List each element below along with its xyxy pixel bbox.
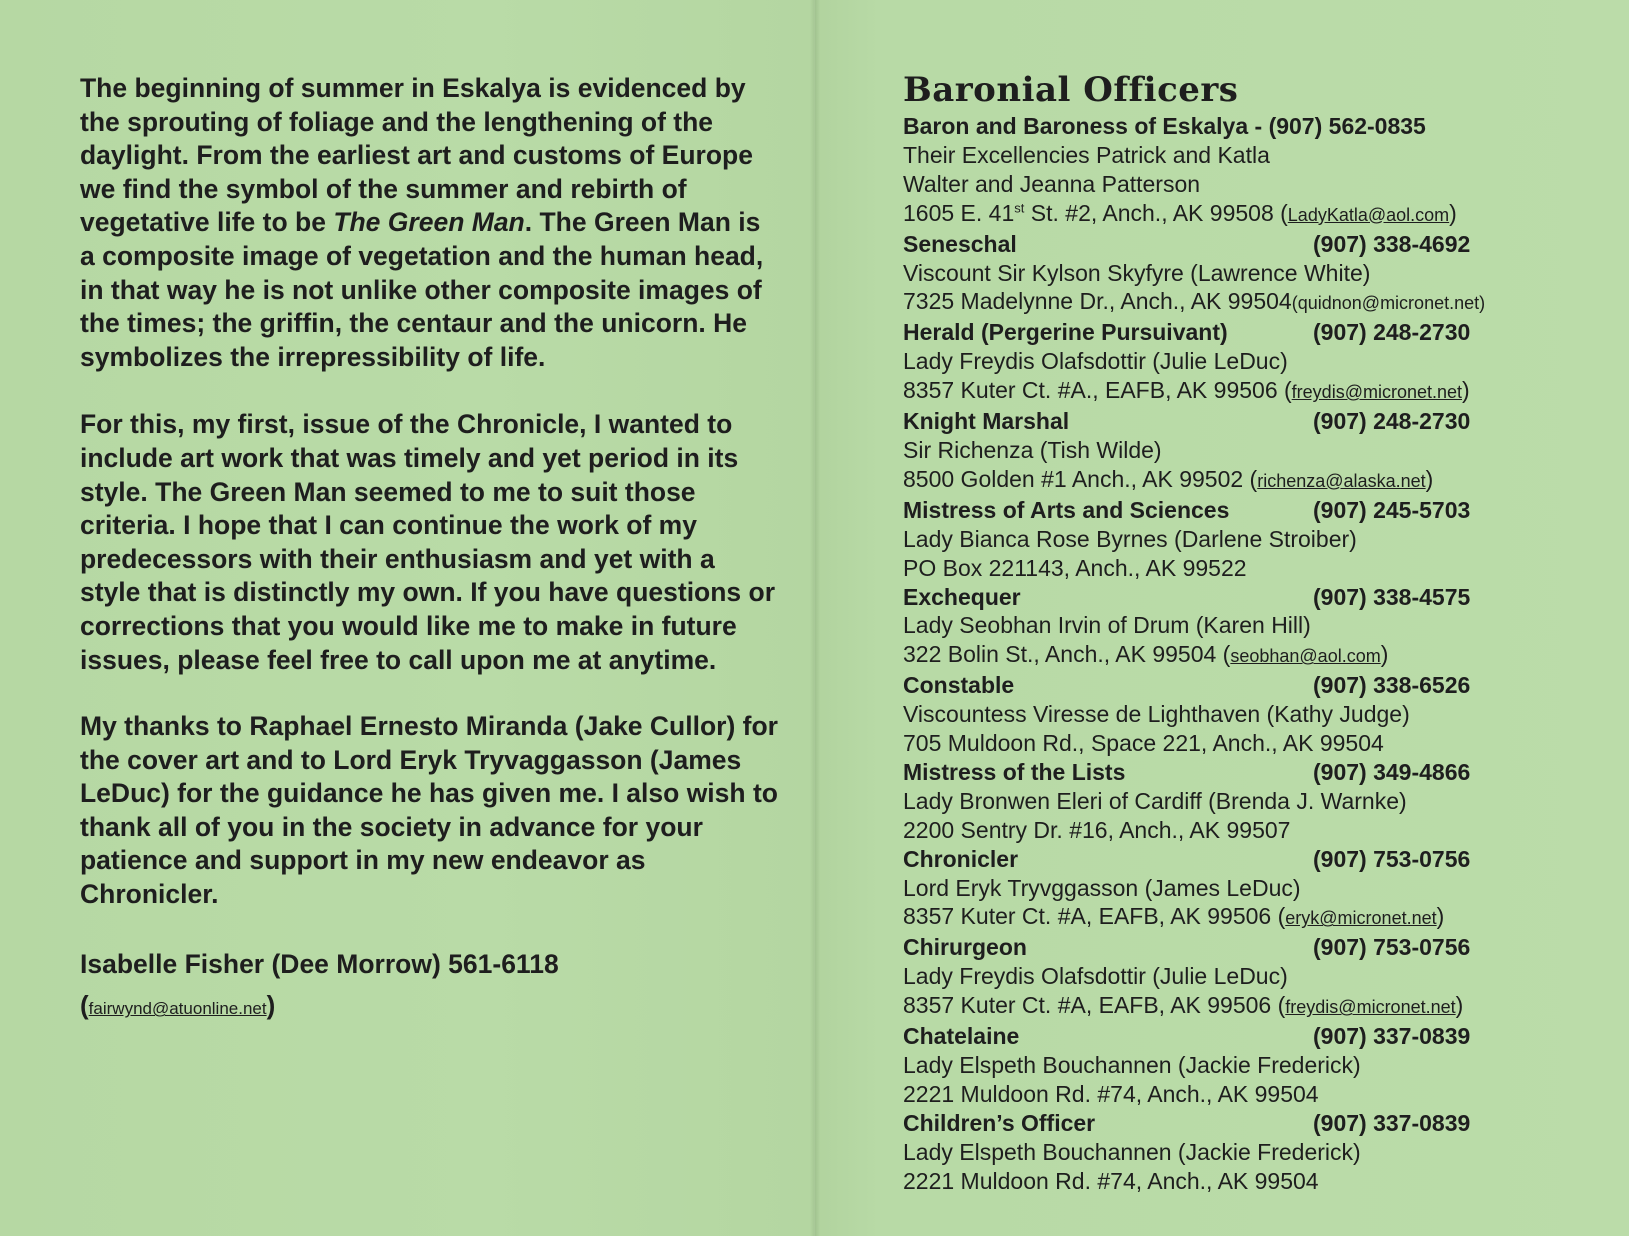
office-phone: (907) 248-2730 — [1313, 319, 1471, 346]
officer-address: 2200 Sentry Dr. #16, Anch., AK 99507 — [903, 816, 1291, 843]
ordinal-suffix: st — [1014, 200, 1025, 216]
officer-title — [903, 230, 1583, 259]
paragraph-text: The beginning of summer in Eskalya is evidenced by the sprouting of foliage and the lengthening of the daylight. From the earliest art and customs of Europe we find the symbol of the summer and rebirth of vegetative life to be — [80, 73, 753, 238]
paren: ) — [1455, 992, 1464, 1019]
officer-title — [903, 112, 1583, 141]
address-text: St. #2, Anch., AK 99508 ( — [1024, 199, 1288, 226]
officer-address: 2221 Muldoon Rd. #74, Anch., AK 99504 — [903, 1167, 1319, 1194]
officers-list — [903, 70, 1583, 1196]
email-link[interactable]: freydis@micronet.net — [1291, 382, 1463, 403]
office-phone: (907) 338-6526 — [1313, 672, 1471, 699]
officer-address — [903, 199, 1583, 230]
officer-title — [903, 583, 1583, 612]
address-text: 8500 Golden #1 Anch., AK 99502 ( — [903, 465, 1258, 492]
officer-title — [903, 407, 1583, 436]
officer-title — [903, 845, 1583, 874]
officer-name: Lady Freydis Olafsdottir (Julie LeDuc) — [903, 348, 1288, 375]
officer-address — [903, 287, 1583, 318]
officer-name: Lady Bronwen Eleri of Cardiff (Brenda J. Warnke) — [903, 787, 1407, 814]
officer-address — [903, 376, 1583, 407]
office-title: Children’s Officer — [903, 1109, 1096, 1136]
page-fold — [810, 0, 820, 1236]
paragraph-text: . The Green Man is a composite image of vegetation and the human head, in that way he is not unlike other composite images of the times; the griffin, the centaur and the unicorn. He symbolizes the irrepressibility of life. — [80, 207, 764, 372]
office-phone: (907) 338-4575 — [1313, 583, 1471, 610]
address-text: 8357 Kuter Ct. #A, EAFB, AK 99506 ( — [903, 903, 1286, 930]
office-title: Mistress of Arts and Sciences — [903, 496, 1230, 523]
paragraph-green-man — [80, 72, 780, 374]
officer-address — [903, 640, 1583, 671]
email-link[interactable]: (quidnon@micronet.net) — [1291, 293, 1486, 314]
officer-address: 2221 Muldoon Rd. #74, Anch., AK 99504 — [903, 1080, 1319, 1107]
email-link[interactable]: fairwynd@atuonline.net — [88, 999, 267, 1019]
officer-title — [903, 671, 1583, 700]
office-phone: (907) 338-4692 — [1313, 230, 1471, 257]
email-link[interactable]: freydis@micronet.net — [1285, 997, 1456, 1018]
office-title: Chirurgeon — [903, 934, 1027, 961]
officer-title — [903, 758, 1583, 787]
address-text: 7325 Madelynne Dr., Anch., AK 99504 — [903, 288, 1292, 315]
paren: ) — [1449, 199, 1457, 226]
office-title: Chatelaine — [903, 1023, 1020, 1050]
office-title: Constable — [903, 672, 1015, 699]
page-title: Baronial Officers — [903, 70, 1239, 110]
officer-name: Lady Bianca Rose Byrnes (Darlene Stroiber) — [903, 525, 1357, 552]
office-title: Knight Marshal — [903, 408, 1070, 435]
office-phone: (907) 245-5703 — [1313, 496, 1471, 523]
officer-title — [903, 1109, 1583, 1138]
email-link[interactable]: eryk@micronet.net — [1285, 908, 1437, 929]
officer-name: Lady Seobhan Irvin of Drum (Karen Hill) — [903, 612, 1311, 639]
officer-title — [903, 1022, 1583, 1051]
officer-address — [903, 465, 1583, 496]
editor-letter — [80, 72, 780, 1026]
officer-name: Viscount Sir Kylson Skyfyre (Lawrence White) — [903, 259, 1371, 286]
paragraph-first-issue: For this, my first, issue of the Chronicle, I wanted to include art work that was timely and yet period in its style. The Green Man seemed to me to suit those criteria. I hope that I can continue the work of my predecessors with their enthusiasm and yet with a style that is distinctly my own. If you have questions or corrections that you would like me to make in future issues, please feel free to call upon me at anytime. — [80, 409, 776, 675]
officer-title — [903, 318, 1583, 347]
officer-address — [903, 991, 1583, 1022]
officer-name: Their Excellencies Patrick and Katla — [903, 141, 1270, 168]
email-link[interactable]: richenza@alaska.net — [1257, 470, 1426, 491]
office-title: Mistress of the Lists — [903, 758, 1126, 785]
paren: ) — [1380, 641, 1389, 668]
paren: ) — [1436, 903, 1445, 930]
address-text: 322 Bolin St., Anch., AK 99504 ( — [903, 641, 1231, 668]
emphasis-title: The Green Man — [333, 207, 525, 238]
office-phone: (907) 337-0839 — [1313, 1109, 1471, 1136]
signature-email-line: (fairwynd@atuonline.net) — [80, 990, 276, 1021]
officer-name: Lady Elspeth Bouchannen (Jackie Frederick) — [903, 1052, 1361, 1078]
office-phone: (907) 248-2730 — [1313, 408, 1471, 435]
email-link[interactable]: LadyKatla@aol.com — [1287, 204, 1450, 225]
email-link[interactable]: seobhan@aol.com — [1230, 646, 1381, 667]
office-phone: (907) 753-0756 — [1313, 845, 1471, 872]
office-phone: (907) 753-0756 — [1313, 934, 1471, 961]
office-title: Exchequer — [903, 583, 1021, 610]
address-text: 8357 Kuter Ct. #A, EAFB, AK 99506 ( — [903, 992, 1286, 1019]
office-title: Baron and Baroness of Eskalya - (907) 562-0835 — [903, 113, 1426, 139]
paren: ) — [1425, 465, 1434, 492]
officer-title — [903, 933, 1583, 962]
officer-address: 705 Muldoon Rd., Space 221, Anch., AK 99504 — [903, 730, 1384, 757]
paren: ) — [1462, 377, 1470, 404]
office-title: Seneschal — [903, 230, 1017, 257]
officer-name: Sir Richenza (Tish Wilde) — [903, 436, 1162, 463]
address-text: 8357 Kuter Ct. #A., EAFB, AK 99506 ( — [903, 377, 1292, 404]
officer-address: PO Box 221143, Anch., AK 99522 — [903, 554, 1247, 581]
officer-title — [903, 496, 1583, 525]
officer-address — [903, 902, 1583, 933]
officer-name: Lord Eryk Tryvggasson (James LeDuc) — [903, 874, 1301, 901]
office-title: Herald (Pergerine Pursuivant) — [903, 319, 1228, 346]
office-phone: (907) 337-0839 — [1313, 1023, 1471, 1050]
office-title: Chronicler — [903, 845, 1019, 872]
office-phone: (907) 349-4866 — [1313, 758, 1471, 785]
signature: Isabelle Fisher (Dee Morrow) 561-6118 — [80, 948, 559, 979]
address-text: 1605 E. 41 — [903, 199, 1015, 226]
officer-name: Viscountess Viresse de Lighthaven (Kathy Judge) — [903, 701, 1410, 728]
officer-name: Lady Freydis Olafsdottir (Julie LeDuc) — [903, 963, 1288, 990]
officer-name: Lady Elspeth Bouchannen (Jackie Frederick) — [903, 1138, 1361, 1165]
paragraph-thanks: My thanks to Raphael Ernesto Miranda (Jake Cullor) for the cover art and to Lord Eryk Tryvaggasson (James LeDuc) for the guidance he has given me. I also wish to thank all of you in the society in advance for your patience and support in my new endeavor as Chronicler. — [80, 711, 778, 910]
officer-name: Walter and Jeanna Patterson — [903, 170, 1201, 197]
